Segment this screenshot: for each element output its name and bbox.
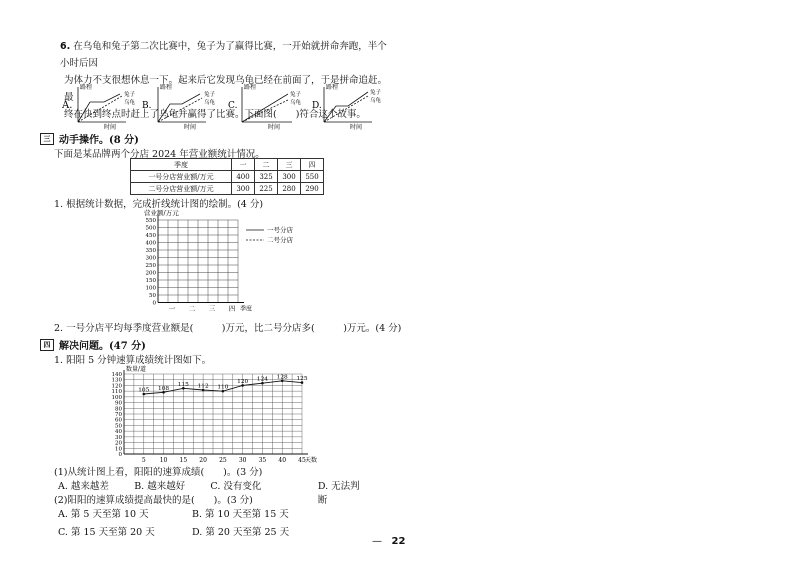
graph-b-rabbit-line <box>158 94 200 122</box>
section-3-heading <box>40 131 139 146</box>
sales-table <box>130 158 324 195</box>
q6-line2: 为体力不支很想休息一下。起来后它发现乌龟已经在前面了，于是拼命追赶。最 <box>64 75 388 103</box>
graph-d-letter: D. <box>312 101 322 111</box>
sub2-options <box>58 506 298 538</box>
graph-a-letter: A. <box>62 100 73 111</box>
speed-chart-xtick: 30 <box>238 457 247 464</box>
table-row <box>131 183 324 195</box>
graph-a-rabbit-line <box>78 94 120 122</box>
blank-chart <box>128 206 328 318</box>
section-4-icon: 四 <box>40 339 54 351</box>
section-3-title: 动手操作。(8 分) <box>59 135 139 146</box>
sub-question-1: (1)从统计图上看，阳阳的速算成绩( )。(3 分) <box>54 467 263 478</box>
page-number-block <box>372 536 405 547</box>
blank-chart-xtick: 四 <box>228 304 236 313</box>
speed-chart-ylabel: 数量/道 <box>126 366 147 373</box>
sub2-option-d[interactable]: D. 第 20 天至第 25 天 <box>192 527 290 538</box>
speed-chart-ytick: 0 <box>118 452 122 458</box>
blank-chart-xtick: 三 <box>208 304 216 313</box>
speed-chart-ytick: 20 <box>115 440 122 447</box>
speed-chart-svg <box>96 364 326 466</box>
blank-chart-ytick: 400 <box>145 240 156 247</box>
graph-a-xlabel: 时间 <box>104 124 117 130</box>
speed-chart-ytick: 10 <box>115 446 122 453</box>
blank-chart-svg <box>128 206 328 318</box>
speed-chart-ytick: 100 <box>111 394 122 401</box>
table-cell: 300 <box>278 171 301 183</box>
blank-chart-ytick: 0 <box>152 300 156 307</box>
graph-a-legend2: 乌龟 <box>124 100 136 106</box>
speed-chart-ytick: 50 <box>115 423 122 430</box>
speed-data-label: 115 <box>177 381 189 388</box>
section-4-q1: 1. 阳阳 5 分钟速算成绩统计图如下。 <box>54 355 212 366</box>
graph-c-legend1: 兔子 <box>290 92 302 98</box>
speed-chart-xtick: 5 <box>141 457 146 464</box>
graph-b <box>142 84 216 130</box>
legend-store2: 二号分店 <box>267 236 293 244</box>
blank-chart-ytick: 250 <box>145 263 156 269</box>
speed-data-label: 120 <box>237 378 249 385</box>
table-cell: 550 <box>301 171 324 183</box>
table-cell: 290 <box>301 183 324 195</box>
graph-a-turtle-line <box>78 96 122 122</box>
speed-chart-xtick: 25 <box>219 457 227 464</box>
section-4-title: 解决问题。(47 分) <box>59 341 146 352</box>
table-cell: 300 <box>232 183 255 195</box>
graph-b-letter: B. <box>142 101 152 111</box>
graph-c-legend2: 乌龟 <box>290 100 302 106</box>
section-3-q1: 1. 根据统计数据，完成折线统计图的绘制。(4 分) <box>54 199 264 210</box>
graph-b-xlabel: 时间 <box>184 124 197 130</box>
blank-chart-ytick: 550 <box>145 218 156 224</box>
q6-graphs-svg <box>60 84 390 130</box>
speed-chart-xtick: 35 <box>258 457 267 464</box>
table-cell: 325 <box>255 171 278 183</box>
table-row <box>131 171 324 183</box>
speed-data-label: 105 <box>138 387 150 394</box>
speed-chart-ytick: 30 <box>115 434 122 441</box>
table-header-cell: 季度 <box>131 159 232 171</box>
blank-chart-ylabel: 营业额/万元 <box>144 209 179 217</box>
section-3-q2: 2. 一号分店平均每季度营业额是( )万元，比二号分店多( )万元。(4 分) <box>54 323 402 334</box>
graph-c-rabbit-line <box>242 94 288 122</box>
graph-b-ylabel: 路程 <box>160 84 173 91</box>
graph-d-ylabel: 路程 <box>326 84 339 91</box>
blank-chart-ytick: 500 <box>145 225 156 232</box>
speed-chart-ytick: 120 <box>111 383 122 390</box>
blank-chart-xtick: 一 <box>168 304 176 313</box>
section-3-icon: 三 <box>40 133 54 145</box>
table-header-cell: 三 <box>278 159 301 171</box>
graph-c-turtle-line <box>242 100 288 122</box>
blank-chart-ytick: 200 <box>145 270 156 277</box>
graph-a-ylabel: 路程 <box>80 84 93 91</box>
graph-c-xlabel: 时间 <box>268 124 281 130</box>
speed-chart-ytick: 110 <box>111 389 122 396</box>
q6-number: 6. <box>60 41 71 52</box>
speed-chart-xtick: 45 <box>298 457 306 464</box>
graph-b-legend1: 兔子 <box>204 92 216 98</box>
graph-d-rabbit-line <box>324 92 368 122</box>
speed-chart <box>96 364 326 466</box>
speed-data-label: 112 <box>197 383 209 390</box>
q6-graph-options <box>60 84 390 130</box>
speed-chart-ytick: 90 <box>115 400 122 407</box>
graph-d-legend1: 兔子 <box>370 90 382 96</box>
speed-chart-ytick: 140 <box>111 372 122 378</box>
graph-d-legend2: 乌龟 <box>370 98 382 104</box>
blank-chart-ytick: 100 <box>145 285 156 292</box>
table-header-cell: 四 <box>301 159 324 171</box>
speed-data-label: 125 <box>296 376 308 383</box>
graph-b-turtle-line <box>158 98 202 122</box>
table-cell: 280 <box>278 183 301 195</box>
blank-chart-ytick: 450 <box>145 233 156 239</box>
blank-chart-ytick: 350 <box>145 248 156 254</box>
legend-store1: 一号分店 <box>267 226 293 234</box>
sub1-option-b[interactable]: B. 越来越好 <box>134 481 186 492</box>
graph-c-ylabel: 路程 <box>244 84 257 91</box>
page-number: 22 <box>391 536 406 547</box>
page-dash: — <box>372 536 382 547</box>
graph-a <box>61 84 136 130</box>
table-cell: 225 <box>255 183 278 195</box>
blank-chart-xlabel: 季度 <box>240 305 253 313</box>
sales-table-wrap <box>130 158 324 195</box>
sub1-option-a[interactable]: A. 越来越差 <box>58 481 109 492</box>
speed-chart-xtick: 10 <box>159 457 168 464</box>
table-cell: 一号分店营业额/万元 <box>131 171 232 183</box>
graph-c <box>228 84 302 130</box>
sub2-option-a[interactable]: A. 第 5 天至第 10 天 <box>58 509 149 520</box>
speed-chart-ytick: 70 <box>115 412 122 418</box>
speed-chart-ytick: 40 <box>115 429 122 436</box>
q6-line3: 终在快到终点时赶上了乌龟并赢得了比赛。下面图( )符合这个故事。 <box>64 109 366 120</box>
graph-d-xlabel: 时间 <box>350 124 363 130</box>
graph-b-legend2: 乌龟 <box>204 100 216 106</box>
graph-c-letter: C. <box>228 101 238 111</box>
blank-chart-xtick: 二 <box>188 304 196 313</box>
speed-data-label: 110 <box>217 384 229 391</box>
blank-chart-ytick: 300 <box>145 255 156 262</box>
sales-table-header <box>131 159 324 171</box>
sub-question-2: (2)阳阳的速算成绩提高最快的是( )。(3 分) <box>54 495 253 506</box>
speed-chart-xtick: 40 <box>278 457 287 464</box>
section-3-intro: 下面是某品牌两个分店 2024 年营业额统计情况。 <box>54 149 265 160</box>
graph-a-legend1: 兔子 <box>124 92 136 98</box>
table-cell: 400 <box>232 171 255 183</box>
speed-data-label: 124 <box>256 376 268 383</box>
speed-chart-ytick: 80 <box>115 406 122 413</box>
speed-chart-ytick: 130 <box>111 377 122 384</box>
speed-data-label: 128 <box>276 374 288 381</box>
speed-chart-xtick: 20 <box>199 457 207 464</box>
blank-chart-ytick: 150 <box>145 278 156 284</box>
table-cell: 二号分店营业额/万元 <box>131 183 232 195</box>
sub1-option-c[interactable]: C. 没有变化 <box>210 481 262 492</box>
graph-d-turtle-line <box>324 96 368 122</box>
q6-line1: 在乌龟和兔子第二次比赛中，兔子为了赢得比赛，一开始就拼命奔跑，半个小时后因 <box>60 41 387 69</box>
speed-chart-ytick: 60 <box>115 417 122 424</box>
speed-data-label: 108 <box>158 385 170 392</box>
speed-chart-xlabel: 天数 <box>305 457 318 464</box>
section-4-heading <box>40 337 146 352</box>
graph-d <box>312 84 382 130</box>
speed-chart-xtick: 15 <box>179 457 188 464</box>
table-header-cell: 一 <box>232 159 255 171</box>
table-header-cell: 二 <box>255 159 278 171</box>
sub1-option-d[interactable]: D. 无法判断 <box>317 481 360 506</box>
blank-chart-ytick: 50 <box>149 293 156 299</box>
sub2-option-c[interactable]: C. 第 15 天至第 20 天 <box>58 527 155 538</box>
sub2-option-b[interactable]: B. 第 10 天至第 15 天 <box>192 509 289 520</box>
